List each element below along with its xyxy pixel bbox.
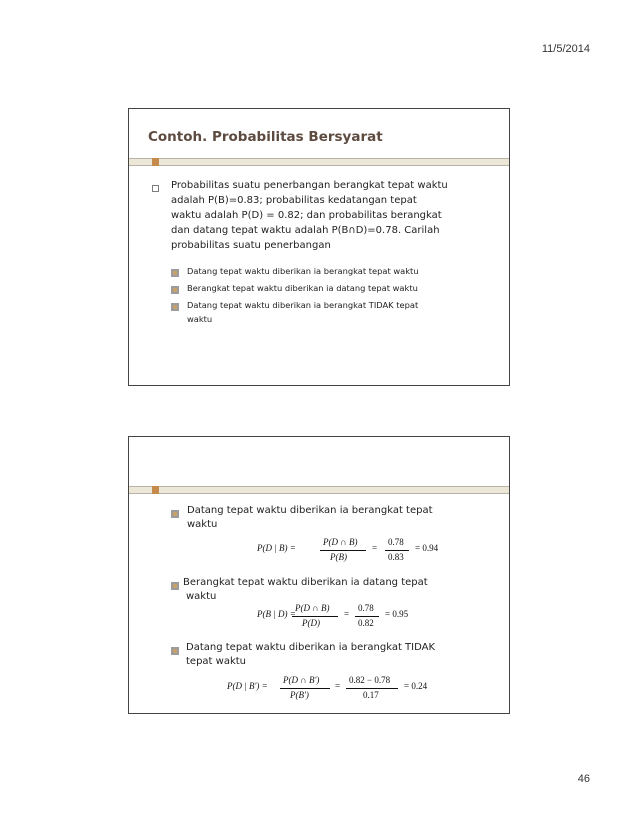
formula-lhs: P(B | D) = bbox=[257, 609, 296, 619]
paragraph-line: adalah P(B)=0.83; probabilitas kedatangan tepat bbox=[171, 195, 417, 206]
sub-item-line: Berangkat tepat waktu diberikan ia datang tepat waktu bbox=[187, 283, 418, 293]
solution-item bbox=[183, 576, 428, 604]
sub-bullet-icon bbox=[171, 510, 179, 518]
solution-item-line: waktu bbox=[187, 519, 218, 530]
sub-bullet-icon bbox=[171, 303, 179, 311]
title-band bbox=[129, 486, 509, 494]
sub-item bbox=[187, 298, 418, 326]
sub-item-line: Datang tepat waktu diberikan ia berangkat tepat waktu bbox=[187, 266, 419, 276]
formula-denominator: P(B') bbox=[290, 690, 309, 700]
solution-item-line: tepat waktu bbox=[186, 656, 247, 667]
fraction-bar bbox=[320, 550, 366, 551]
solution-item bbox=[187, 504, 433, 532]
paragraph-line: dan datang tepat waktu adalah P(B∩D)=0.78. Carilah bbox=[171, 225, 440, 236]
sub-bullet-icon bbox=[171, 582, 179, 590]
fraction-bar bbox=[355, 616, 379, 617]
page-date: 11/5/2014 bbox=[541, 43, 590, 55]
formula-numerator: P(D ∩ B) bbox=[323, 537, 358, 547]
slide-title: Contoh. Probabilitas Bersyarat bbox=[148, 129, 383, 145]
paragraph-line: probabilitas suatu penerbangan bbox=[171, 240, 331, 251]
formula-result: = 0.95 bbox=[385, 609, 409, 619]
formula-value-numerator: 0.82 − 0.78 bbox=[349, 675, 391, 685]
sub-bullet-icon bbox=[171, 269, 179, 277]
sub-bullet-icon bbox=[171, 286, 179, 294]
formula-denominator: P(D) bbox=[302, 618, 320, 628]
formula-lhs: P(D | B) = bbox=[257, 543, 296, 553]
sub-item bbox=[187, 264, 419, 278]
formula-value-denominator: 0.82 bbox=[358, 618, 374, 628]
title-band-accent bbox=[152, 158, 159, 166]
sub-bullet-icon bbox=[171, 647, 179, 655]
formula-value-denominator: 0.83 bbox=[388, 552, 404, 562]
formula-equals: = bbox=[344, 609, 350, 619]
formula-denominator: P(B) bbox=[330, 552, 347, 562]
formula-value-numerator: 0.78 bbox=[388, 537, 404, 547]
sub-item-line: waktu bbox=[187, 314, 213, 324]
sub-item-line: Datang tepat waktu diberikan ia berangkat TIDAK tepat bbox=[187, 300, 419, 310]
solution-item-line: Datang tepat waktu diberikan ia berangkat tepat bbox=[187, 505, 433, 516]
page-number: 46 bbox=[577, 773, 590, 785]
fraction-bar bbox=[280, 688, 330, 689]
formula-result: = 0.24 bbox=[404, 681, 428, 691]
solution-item-line: Datang tepat waktu diberikan ia berangkat TIDAK bbox=[186, 642, 436, 653]
solution-item-line: waktu bbox=[186, 591, 217, 602]
formula-numerator: P(D ∩ B') bbox=[283, 675, 320, 685]
sub-item bbox=[187, 281, 418, 295]
fraction-bar bbox=[346, 688, 398, 689]
fraction-bar bbox=[385, 550, 409, 551]
formula-result: = 0.94 bbox=[415, 543, 439, 553]
solution-item-line: Berangkat tepat waktu diberikan ia datang tepat bbox=[183, 577, 428, 588]
bullet-square-icon bbox=[152, 185, 159, 192]
paragraph-line: Probabilitas suatu penerbangan berangkat tepat waktu bbox=[171, 180, 448, 191]
solution-item bbox=[186, 641, 435, 669]
slide-2 bbox=[128, 436, 510, 714]
formula-lhs: P(D | B') = bbox=[227, 681, 268, 691]
fraction-bar bbox=[292, 616, 338, 617]
formula-equals: = bbox=[372, 543, 378, 553]
formula-value-numerator: 0.78 bbox=[358, 603, 374, 613]
slide-1 bbox=[128, 108, 510, 386]
title-band bbox=[129, 158, 509, 166]
formula-value-denominator: 0.17 bbox=[363, 690, 379, 700]
formula-numerator: P(D ∩ B) bbox=[295, 603, 330, 613]
title-band-accent bbox=[152, 486, 159, 494]
formula-equals: = bbox=[335, 681, 341, 691]
problem-paragraph bbox=[171, 178, 448, 253]
paragraph-line: waktu adalah P(D) = 0.82; dan probabilitas berangkat bbox=[171, 210, 442, 221]
